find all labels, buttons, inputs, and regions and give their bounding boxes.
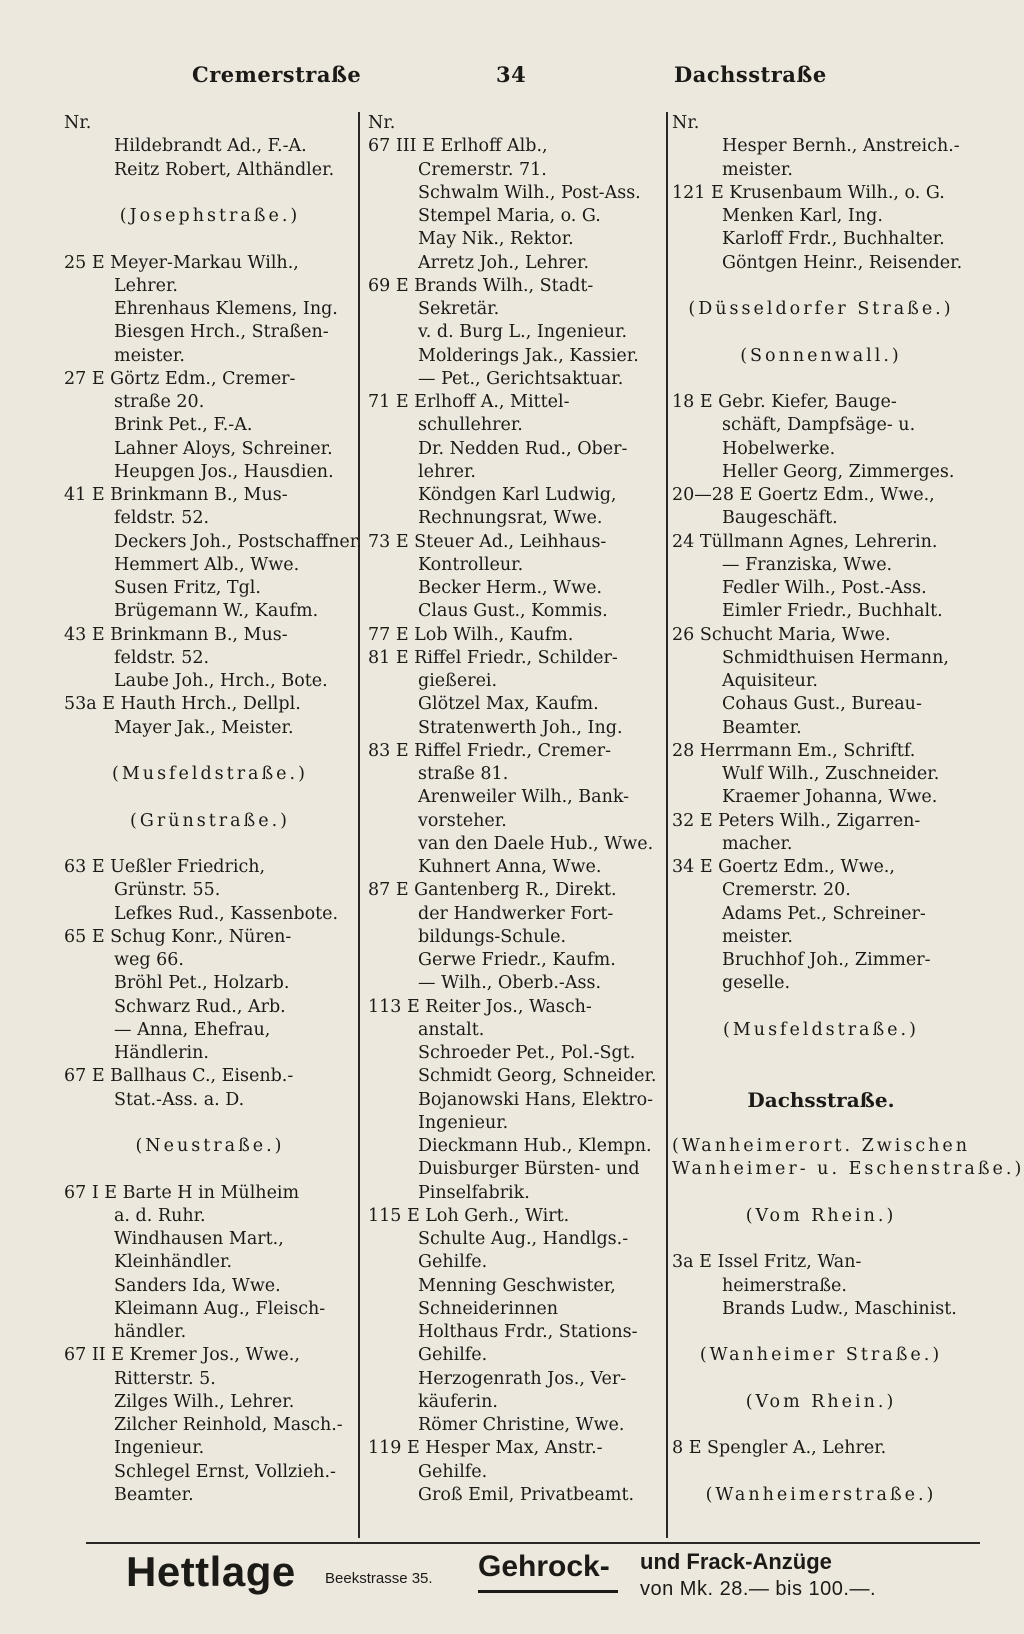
listing-continuation: — Anna, Ehefrau, [114,1019,271,1040]
listing-continuation: der Handwerker Fort- [418,903,614,924]
listing-continuation: Holthaus Frdr., Stations- [418,1322,638,1342]
listing-continuation: Kleinhändler. [114,1252,233,1273]
listing-continuation: Rechnungsrat, Wwe. [418,508,603,529]
listing-continuation: Schneiderinnen [418,1298,558,1319]
cross-street-heading: (Düsseldorfer Straße.) [688,299,954,319]
listing-continuation: Köndgen Karl Ludwig, [418,485,617,505]
header-right-street: Dachsstraße [674,62,827,87]
listing-entry: 71 E Erlhoff A., Mittel- [368,392,570,412]
listing-continuation: Pinselfabrik. [418,1182,530,1203]
listing-entry: 77 E Lob Wilh., Kaufm. [368,624,574,645]
listing-continuation: Herzogenrath Jos., Ver- [418,1368,627,1389]
listing-continuation: Kuhnert Anna, Wwe. [418,857,602,877]
listing-continuation: Cremerstr. 71. [418,159,547,180]
listing-continuation: Ritterstr. 5. [114,1368,216,1389]
listing-continuation: Bruchhof Joh., Zimmer- [722,950,931,970]
listing-entry: 67 E Ballhaus C., Eisenb.- [64,1066,294,1087]
listing-continuation: Cremerstr. 20. [722,880,851,901]
listing-continuation: Groß Emil, Privatbeamt. [418,1484,635,1505]
listing-entry: 73 E Steuer Ad., Leihhaus- [368,531,607,552]
column-divider [666,112,668,1538]
listing-continuation: Dr. Nedden Rud., Ober- [418,438,628,459]
cross-street-heading: (Josephstraße.) [119,206,301,226]
header-left-street: Cremerstraße [192,62,362,87]
ad-address: Beekstrasse 35. [325,1570,433,1587]
listing-continuation: Gehilfe. [418,1252,488,1273]
spacer [64,786,356,809]
listing-continuation: Windhausen Mart., [114,1229,284,1249]
listing-continuation: Heller Georg, Zimmerges. [722,461,955,482]
listing-entry: 119 E Hesper Max, Anstr.- [368,1438,603,1459]
spacer [64,833,356,856]
listing-continuation: weg 66. [114,950,184,970]
spacer [672,1228,970,1251]
listing-entry: 26 Schucht Maria, Wwe. [672,624,891,645]
ad-underline [478,1590,618,1593]
listing-continuation: Brands Ludw., Maschinist. [722,1298,957,1319]
listing-entry: 81 E Riffel Friedr., Schilder- [368,647,618,668]
listing-continuation: händler. [114,1322,187,1342]
listing-continuation: Lefkes Rud., Kassenbote. [114,903,339,924]
listing-continuation: Laube Joh., Hrch., Bote. [114,671,328,691]
listing-entry: 25 E Meyer-Markau Wilh., [64,252,299,273]
advertisement-banner [0,1548,1012,1618]
listing-entry: 18 E Gebr. Kiefer, Bauge- [672,392,897,412]
listing-continuation: schäft, Dampfsäge- u. [722,415,916,436]
cross-street-heading: (Vom Rhein.) [745,1205,897,1226]
listing-continuation: Hobelwerke. [722,438,836,459]
listing-continuation: Kleimann Aug., Fleisch- [114,1298,326,1319]
listing-continuation: Molderings Jak., Kassier. [418,345,639,366]
listing-entry: 8 E Spengler A., Lehrer. [672,1438,887,1459]
listing-continuation: feldstr. 52. [114,508,210,529]
listing-continuation: Sanders Ida, Wwe. [114,1275,281,1296]
listing-continuation: Arretz Joh., Lehrer. [418,252,590,273]
listing-continuation: Schroeder Pet., Pol.-Sgt. [418,1043,636,1063]
listing-continuation: Adams Pet., Schreiner- [722,903,926,924]
listing-entry: 34 E Goertz Edm., Wwe., [672,857,895,877]
listing-continuation: Beamter. [722,717,802,738]
listing-continuation: Schmidthuisen Hermann, [722,647,949,668]
listing-entry: 32 E Peters Wilh., Zigarren- [672,810,921,831]
listing-continuation: Stratenwerth Joh., Ing. [418,717,623,738]
cross-street-heading: (Musfeldstraße.) [723,1019,919,1040]
listing-continuation: feldstr. 52. [114,647,210,668]
listing-continuation: Glötzel Max, Kaufm. [418,694,599,715]
ad-product-secondary: und Frack-Anzüge [640,1549,832,1574]
listing-continuation: Gehilfe. [418,1345,488,1366]
listing-continuation: Dieckmann Hub., Klempn. [418,1136,652,1156]
listing-continuation: Göntgen Heinr., Reisender. [722,252,963,273]
listing-entry: 28 Herrmann Em., Schriftf. [672,740,916,761]
ad-product-main: Gehrock- [478,1550,610,1583]
listing-continuation: Gerwe Friedr., Kaufm. [418,950,616,970]
listing-continuation: Kontrolleur. [418,554,524,575]
listing-entry: 67 II E Kremer Jos., Wwe., [64,1345,300,1366]
listing-continuation: Zilcher Reinhold, Masch.- [114,1415,343,1435]
spacer [64,182,356,205]
listing-continuation: Menken Karl, Ing. [722,206,883,226]
column-3 [672,112,1024,1537]
listing-continuation: Mayer Jak., Meister. [114,717,294,738]
cross-street-heading: (Grünstraße.) [130,810,290,831]
listing-continuation: Lahner Aloys, Schreiner. [114,438,333,459]
listing-continuation: Karloff Frdr., Buchhalter. [722,229,945,250]
listing-continuation: v. d. Burg L., Ingenieur. [418,322,628,343]
cross-street-heading: (Wanheimerstraße.) [705,1484,937,1505]
listing-continuation: van den Daele Hub., Wwe. [418,833,654,854]
listing-entry: 67 I E Barte H in Mülheim [64,1182,300,1203]
listing-continuation: Hemmert Alb., Wwe. [114,554,300,575]
listing-continuation: Bojanowski Hans, Elektro- [418,1089,654,1110]
cross-street-heading: (Vom Rhein.) [745,1391,897,1412]
spacer [672,1368,970,1391]
listing-continuation: meister. [114,345,185,366]
listing-continuation: Ingenieur. [418,1112,509,1133]
listing-entry: 3a E Issel Fritz, Wan- [672,1252,862,1273]
spacer [64,740,356,763]
listing-continuation: Susen Fritz, Tgl. [114,578,261,598]
cross-street-heading: (Wanheimer Straße.) [699,1345,943,1366]
listing-continuation: gießerei. [418,671,498,691]
footer-rule [86,1542,980,1544]
listing-continuation: macher. [722,833,793,854]
spacer [64,1158,356,1181]
listing-continuation: Biesgen Hrch., Straßen- [114,322,329,343]
listing-continuation: Händlerin. [114,1043,209,1063]
listing-entry: 69 E Brands Wilh., Stadt- [368,275,594,296]
listing-continuation: Claus Gust., Kommis. [418,601,608,622]
spacer [672,1182,970,1205]
spacer [672,1461,970,1484]
listing-continuation: Menning Geschwister, [418,1275,616,1296]
listing-entry: 67 III E Erlhoff Alb., [368,136,548,157]
spacer [672,1414,970,1437]
listing-entry: 65 E Schug Konr., Nüren- [64,926,292,947]
listing-continuation: schullehrer. [418,415,523,436]
listing-continuation: Kraemer Johanna, Wwe. [722,787,938,808]
listing-continuation: Brink Pet., F.-A. [114,415,253,436]
spacer [672,368,970,391]
listing-continuation: Schwalm Wilh., Post-Ass. [418,182,641,203]
listing-continuation: Wulf Wilh., Zuschneider. [722,764,940,784]
listing-continuation: Bröhl Pet., Holzarb. [114,973,290,994]
page-header [0,62,1012,102]
listing-entry: 113 E Reiter Jos., Wasch- [368,996,592,1017]
listing-continuation: lehrer. [418,461,476,482]
listing-continuation: May Nik., Rektor. [418,229,574,250]
listing-continuation: anstalt. [418,1019,485,1040]
listing-continuation: Aquisiteur. [722,671,818,691]
listing-continuation: Hesper Bernh., Anstreich.- [722,136,960,157]
listing-continuation: Schwarz Rud., Arb. [114,996,286,1017]
listing-entry: 83 E Riffel Friedr., Cremer- [368,740,612,761]
listing-continuation: Zilges Wilh., Lehrer. [114,1391,295,1412]
number-heading: Nr. [64,113,92,133]
spacer [672,996,970,1019]
listing-continuation: Brügemann W., Kaufm. [114,601,319,622]
listing-continuation: — Pet., Gerichtsaktuar. [418,368,624,389]
listing-entry: 27 E Görtz Edm., Cremer- [64,368,296,389]
listing-continuation: Arenweiler Wilh., Bank- [418,787,630,808]
ad-brand: Hettlage [126,1548,296,1595]
listing-continuation: Schmidt Georg, Schneider. [418,1066,657,1087]
street-title: Dachsstraße. [747,1087,895,1112]
listing-continuation: Cohaus Gust., Bureau- [722,694,922,715]
cross-street-heading: Wanheimer- u. Eschenstraße.) [672,1159,1024,1180]
listing-continuation: heimerstraße. [722,1275,847,1296]
listing-continuation: Reitz Robert, Althändler. [114,159,335,180]
listing-continuation: — Franziska, Wwe. [722,554,893,575]
listing-continuation: vorsteher. [418,810,507,831]
listing-continuation: Eimler Friedr., Buchhalt. [722,601,943,622]
listing-continuation: straße 81. [418,764,509,784]
listing-continuation: Beamter. [114,1484,194,1505]
listing-entry: 115 E Loh Gerh., Wirt. [368,1205,570,1226]
listing-continuation: Deckers Joh., Postschaffner. [114,531,362,552]
cross-street-heading: (Wanheimerort. Zwischen [672,1136,971,1156]
listing-continuation: Lehrer. [114,275,178,296]
listing-continuation: meister. [722,926,793,947]
listing-continuation: Heupgen Jos., Hausdien. [114,461,334,482]
listing-continuation: Römer Christine, Wwe. [418,1415,625,1435]
listing-continuation: Gehilfe. [418,1461,488,1482]
number-heading: Nr. [672,113,700,133]
listing-continuation: straße 20. [114,392,205,412]
listing-entry: 87 E Gantenberg R., Direkt. [368,880,617,901]
page-number: 34 [496,62,527,87]
listing-entry: 121 E Krusenbaum Wilh., o. G. [672,182,945,203]
listing-entry: 43 E Brinkmann B., Mus- [64,624,288,645]
listing-continuation: geselle. [722,973,791,994]
listing-entry: 24 Tüllmann Agnes, Lehrerin. [672,531,938,552]
spacer [672,1112,970,1135]
cross-street-heading: (Neustraße.) [135,1136,285,1156]
listing-continuation: Ingenieur. [114,1438,205,1459]
spacer [672,321,970,344]
listing-continuation: Sekretär. [418,299,500,319]
listing-continuation: Fedler Wilh., Post.-Ass. [722,578,927,598]
listing-continuation: Hildebrandt Ad., F.-A. [114,136,307,157]
listing-continuation: bildungs-Schule. [418,926,567,947]
listing-continuation: Stat.-Ass. a. D. [114,1089,245,1110]
spacer [672,1042,970,1065]
listing-entry: 53a E Hauth Hrch., Dellpl. [64,694,301,715]
listing-continuation: a. d. Ruhr. [114,1205,206,1226]
listing-continuation: Ehrenhaus Klemens, Ing. [114,299,338,319]
ad-price: von Mk. 28.— bis 100.—. [640,1578,877,1600]
listing-continuation: — Wilh., Oberb.-Ass. [418,973,602,994]
listing-continuation: Baugeschäft. [722,508,838,529]
number-heading: Nr. [368,113,396,133]
listing-entry: 20—28 E Goertz Edm., Wwe., [672,485,935,505]
listing-continuation: Duisburger Bürsten- und [418,1159,640,1180]
column-2 [368,112,664,1537]
spacer [672,275,970,298]
listing-continuation: Schulte Aug., Handlgs.- [418,1229,629,1249]
listing-continuation: käuferin. [418,1391,498,1412]
cross-street-heading: (Musfeldstraße.) [112,764,308,784]
listing-continuation: Schlegel Ernst, Vollzieh.- [114,1461,336,1482]
listing-continuation: Grünstr. 55. [114,880,221,901]
cross-street-heading: (Sonnenwall.) [740,345,902,366]
listing-continuation: meister. [722,159,793,180]
listing-entry: 63 E Ueßler Friedrich, [64,857,266,877]
column-divider [358,112,360,1538]
spacer [672,1065,970,1088]
listing-continuation: Stempel Maria, o. G. [418,206,601,226]
spacer [64,1112,356,1135]
listing-entry: 41 E Brinkmann B., Mus- [64,485,288,505]
column-1 [64,112,362,1537]
spacer [672,1321,970,1344]
spacer [64,228,356,251]
listing-continuation: Becker Herm., Wwe. [418,578,603,598]
